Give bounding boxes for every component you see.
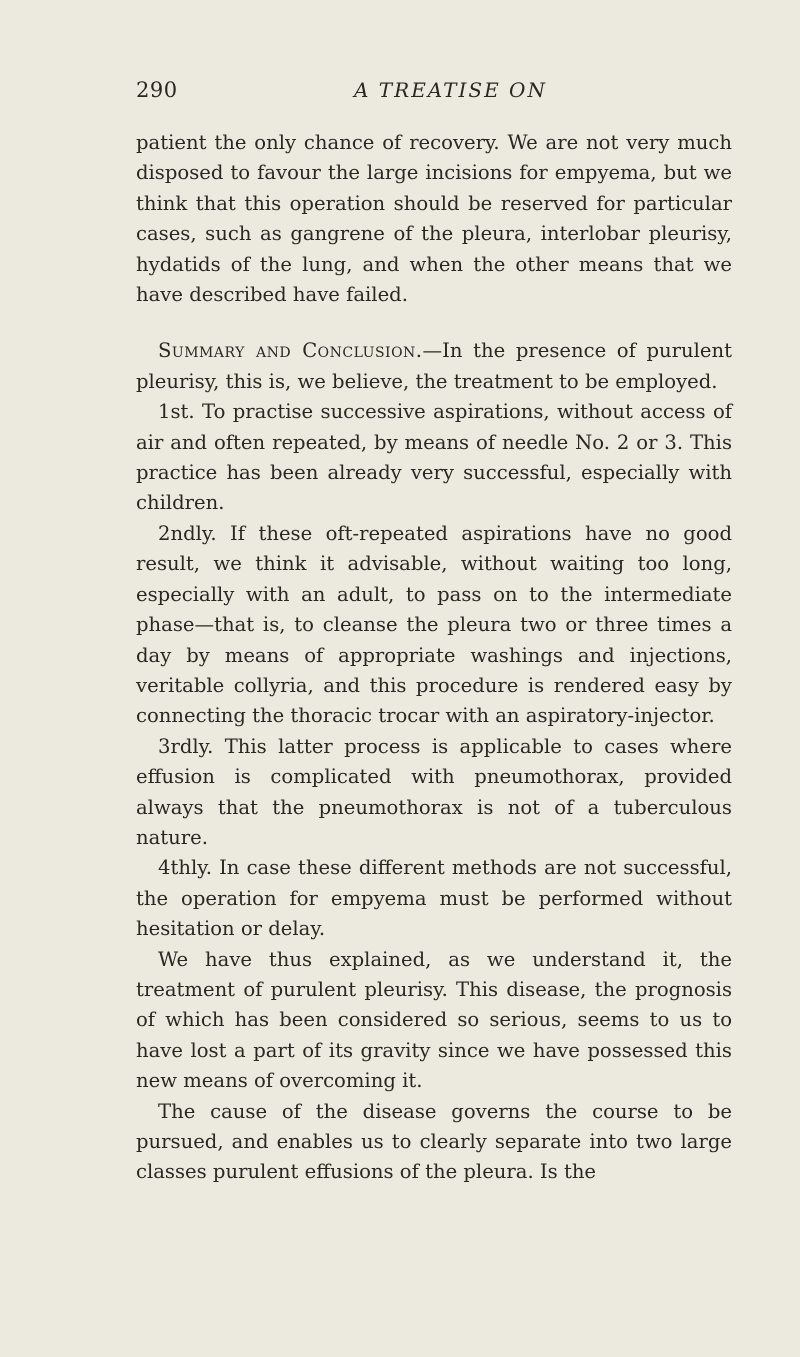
paragraph-text: 1st. To practise successive aspirations, without access of air and often repeated, by means of needle No. 2 or 3. This practice has been already very successful, especially with children. [136, 400, 732, 515]
paragraph-first-point [136, 397, 732, 519]
paragraph-summary [136, 336, 732, 397]
paragraph-text: We have thus explained, as we understand it, the treatment of purulent pleurisy. This disease, the prognosis of which has been considered so serious, seems to us to have lost a part of its gravity since we have possessed this new means of overcoming it. [136, 947, 732, 1093]
paragraph-text: 2ndly. If these oft-repeated aspirations have no good result, we think it advisable, without waiting too long, especially with an adult, to pass on to the intermediate phase—that is, to cleanse the pleura two or three times a day by means of appropriate washings and injections, veritable collyria, and this procedure is rendered easy by connecting the thoracic trocar with an aspiratory-injector. [136, 521, 732, 728]
page-number: 290 [136, 78, 178, 102]
paragraph-text: patient the only chance of recovery. We are not very much disposed to favour the large incisions for empyema, but we think that this operation should be reserved for particular cases, such as gangrene of the pleura, interlobar pleurisy, hydatids of the lung, and when the other means that we have described have failed. [136, 131, 732, 307]
paragraph-second-point [136, 519, 732, 732]
paragraph-text: The cause of the disease governs the course to be pursued, and enables us to clearly separate into two large classes purulent effusions of the pleura. Is the [136, 1099, 732, 1184]
paragraph-third-point [136, 732, 732, 854]
paragraph-text: 4thly. In case these different methods are not successful, the operation for empyema must be performed without hesitation or delay. [136, 856, 732, 941]
body-text [136, 128, 732, 1188]
running-header [136, 78, 696, 108]
running-title: A TREATISE ON [354, 78, 547, 102]
paragraph-explanation [136, 945, 732, 1097]
section-heading: Summary and Conclusion. [158, 339, 423, 363]
paragraph-cause [136, 1097, 732, 1188]
paragraph-1 [136, 128, 732, 310]
paragraph-text: —In the presence of purulent pleurisy, this is, we believe, the treatment to be employed. [136, 339, 732, 393]
paragraph-text: 3rdly. This latter process is applicable to cases where effusion is complicated with pneumothorax, provided always that the pneumothorax is not of a tuberculous nature. [136, 734, 732, 849]
paragraph-fourth-point [136, 853, 732, 944]
